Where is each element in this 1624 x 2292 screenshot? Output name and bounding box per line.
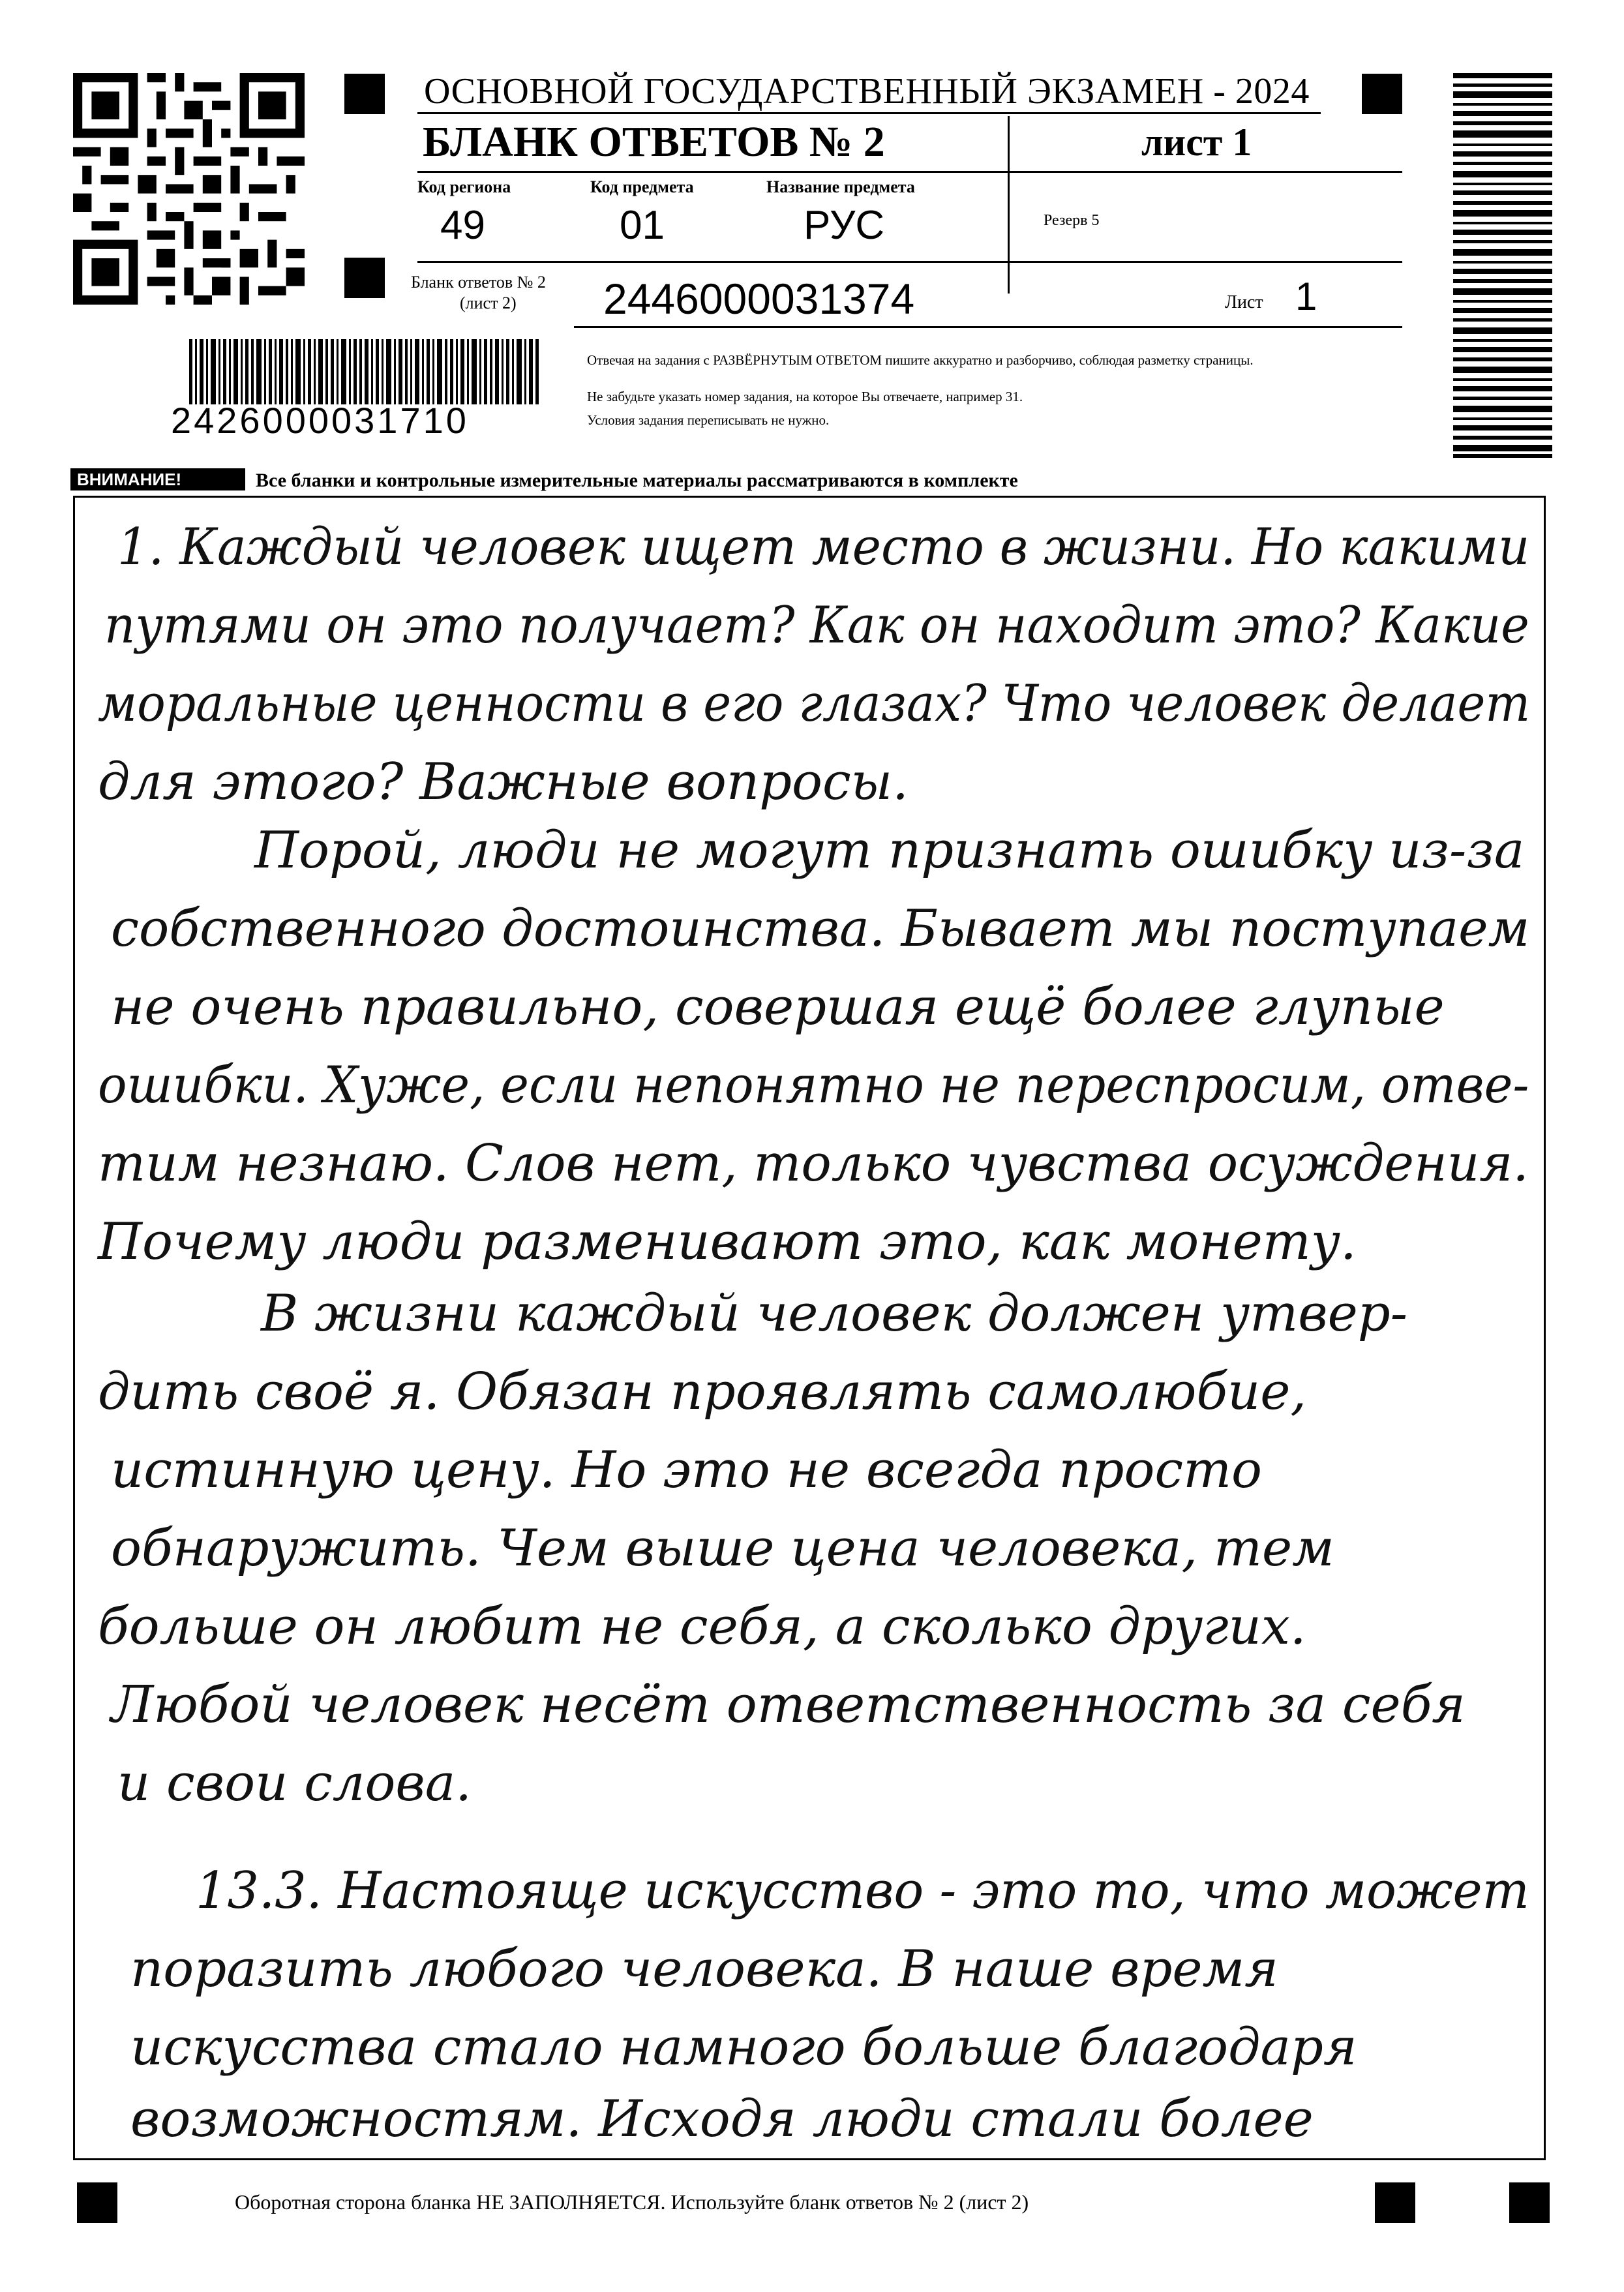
form-number-label-2: (лист 2) — [460, 294, 517, 312]
sheet-number-value: 1 — [1295, 275, 1317, 318]
corner-marker-bottom-left — [77, 2182, 117, 2223]
answer-line: поразить любого человека. В наше время — [130, 1940, 1278, 1998]
answer-line: обнаружить. Чем выше цена человека, тем — [111, 1519, 1334, 1578]
instruction-line-2: Не забудьте указать номер задания, на которое Вы отвечаете, например 31. — [587, 389, 1023, 404]
form-number-rule — [574, 326, 1402, 328]
form-title: БЛАНК ОТВЕТОВ № 2 — [423, 118, 885, 166]
answer-line: путями он это получает? Как он находит это? Какие — [104, 596, 1529, 655]
corner-marker-top-right — [1362, 74, 1402, 114]
form-number-label-1: Бланк ответов № 2 — [411, 273, 546, 292]
answer-line: тим незнаю. Слов нет, только чувства осуждения. — [98, 1134, 1529, 1193]
answer-line: истинную цену. Но это не всегда просто — [111, 1441, 1263, 1500]
qr-code — [73, 73, 305, 305]
subject-code-value: 01 — [620, 203, 665, 248]
answer-line: не очень правильно, совершая ещё более глупые — [111, 978, 1445, 1036]
title-divider — [1008, 116, 1010, 294]
exam-title: ОСНОВНОЙ ГОСУДАРСТВЕННЫЙ ЭКЗАМЕН - 2024 — [424, 71, 1310, 112]
sheet-number-label: Лист — [1225, 292, 1263, 312]
answer-line: дить своё я. Обязан проявлять самолюбие, — [98, 1363, 1307, 1421]
answer-line: моральные ценности в его глазах? Что человек делает — [98, 674, 1531, 733]
codes-rule — [417, 261, 1402, 263]
notice-text: Все бланки и контрольные измерительные материалы рассматриваются в комплекте — [256, 470, 1018, 491]
instruction-line-3: Условия задания переписывать не нужно. — [587, 412, 830, 428]
footer-note: Оборотная сторона бланка НЕ ЗАПОЛНЯЕТСЯ. Используйте бланк ответов № 2 (лист 2) — [235, 2190, 1029, 2214]
linear-barcode — [189, 339, 541, 404]
reserve-label: Резерв 5 — [1044, 212, 1100, 229]
answer-line: собственного достоинства. Бывает мы поступаем — [111, 899, 1530, 958]
answer-line: для этого? Важные вопросы. — [98, 753, 909, 811]
answer-line: Почему люди разменивают это, как монету. — [98, 1213, 1357, 1271]
corner-marker-bottom-right — [1509, 2182, 1550, 2223]
subject-name-value: РУС — [804, 203, 885, 248]
region-code-value: 49 — [440, 203, 485, 248]
barcode-number: 2426000031710 — [171, 400, 469, 441]
answer-line: искусства стало намного больше благодаря — [130, 2018, 1357, 2077]
stacked-barcode — [1453, 73, 1552, 458]
answer-line: В жизни каждый человек должен утвер- — [261, 1284, 1408, 1343]
corner-marker-top-left — [344, 74, 385, 114]
exam-title-rule — [417, 112, 1321, 114]
answer-line: Любой человек несёт ответственность за себя — [111, 1676, 1466, 1734]
form-number-value: 2446000031374 — [603, 275, 915, 323]
answer-line: Порой, люди не могут признать ошибку из-за — [254, 821, 1525, 880]
answer-line: ошибки. Хуже, если непонятно не переспросим, отве- — [98, 1056, 1529, 1115]
answer-line: 1. Каждый человек ищет место в жизни. Но какими — [117, 518, 1530, 577]
region-code-label: Код региона — [417, 177, 511, 196]
answer-line: и свои слова. — [117, 1754, 472, 1813]
answer-line: возможностям. Исходя люди стали более — [130, 2090, 1314, 2149]
answer-line: 13.3. Настояще искусство - это то, что может — [196, 1862, 1529, 1920]
corner-marker-bottom-mid — [1375, 2182, 1415, 2223]
instruction-line-1: Отвечая на задания с РАЗВЁРНУТЫМ ОТВЕТОМ пишите аккуратно и разборчиво, соблюдая разметку страницы. — [587, 352, 1254, 368]
answer-line: больше он любит не себя, а сколько других. — [98, 1597, 1306, 1656]
sheet-label: лист 1 — [1141, 121, 1252, 164]
subject-code-label: Код предмета — [590, 177, 694, 196]
notice-badge-text: ВНИМАНИЕ! — [77, 470, 182, 489]
subject-name-label: Название предмета — [766, 177, 915, 196]
side-marker-left — [344, 258, 385, 298]
form-title-rule — [417, 171, 1402, 173]
